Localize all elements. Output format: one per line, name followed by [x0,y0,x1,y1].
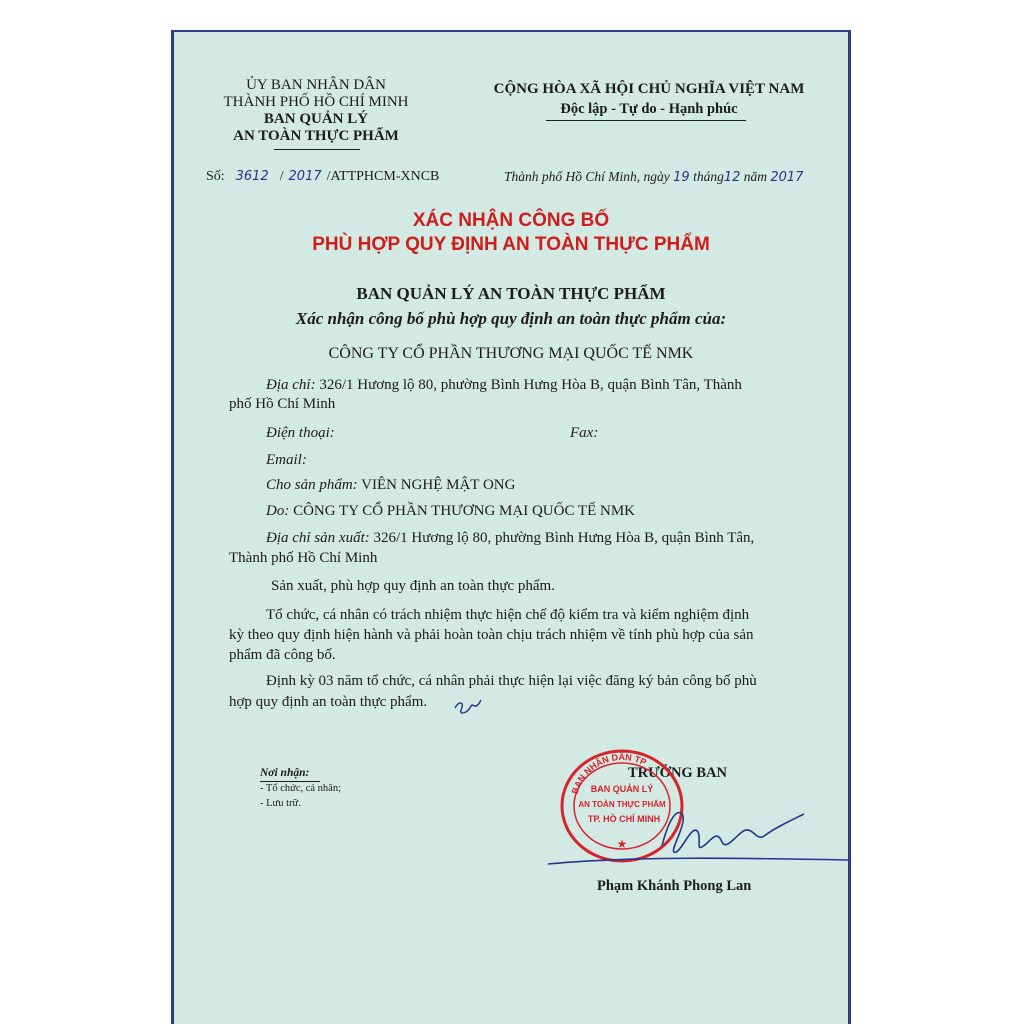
seal-outer-text: BAN NHÂN DÂN TP [569,751,648,796]
handwritten-signature-icon [542,792,852,872]
authority-name: BAN QUẢN LÝ AN TOÀN THỰC PHẨM [356,284,666,303]
address-value: 326/1 Hương lộ 80, phường Bình Hưng Hòa B, quận Bình Tân, Thành [315,377,742,393]
email-label: Email: [266,452,307,468]
nation-motto: Độc lập - Tự do - Hạnh phúc [560,101,738,117]
recipients-underline [260,781,320,782]
production-address-line-2: Thành phố Hồ Chí Minh [229,550,378,566]
address-line-1 [266,377,742,394]
fax-label: Fax: [570,425,599,441]
paragraph-responsibility-line-2: kỳ theo quy định hiện hành và phải hoàn toàn chịu trách nhiệm về tính phù hợp của sản [229,627,754,643]
reference-number [206,169,439,185]
reference-serial: 3612 [235,169,269,184]
date-prefix: Thành phố Hồ Chí Minh, ngày [504,169,670,184]
signatory-title: TRƯỞNG BAN [628,765,727,781]
paragraph-responsibility-line-1: Tổ chức, cá nhân có trách nhiệm thực hiện chế độ kiểm tra và kiểm nghiệm định [266,607,750,623]
date-month: 12 [723,170,741,185]
product-value: VIÊN NGHỆ MẬT ONG [357,477,516,493]
date-year-label: năm [743,169,767,184]
issuer-line-4: AN TOÀN THỰC PHẨM [233,128,399,144]
production-address-value: 326/1 Hương lộ 80, phường Bình Hưng Hòa B, quận Bình Tân, [369,530,755,546]
paragraph-compliance: Sản xuất, phù hợp quy định an toàn thực phẩm. [271,578,555,594]
document-page [171,30,851,1024]
manufacturer-line [266,503,635,520]
motto-underline [546,120,746,121]
reference-year: 2017 [288,169,322,184]
product-line [266,477,515,494]
issuer-block [216,77,416,145]
document-title [174,209,848,257]
manufacturer-value: CÔNG TY CỔ PHẦN THƯƠNG MẠI QUỐC TẾ NMK [289,503,636,519]
paragraph-renewal-line-1: Định kỳ 03 năm tổ chức, cá nhân phải thực hiện lại việc đăng ký bản công bố phù [266,673,757,689]
reference-code: /ATTPHCM-XNCB [326,169,440,184]
issuer-line-1: ỦY BAN NHÂN DÂN [246,77,386,93]
company-name: CÔNG TY CỔ PHẦN THƯƠNG MẠI QUỐC TẾ NMK [328,345,694,362]
date-year: 2017 [770,170,804,185]
title-line-2: PHÙ HỢP QUY ĐỊNH AN TOÀN THỰC PHẨM [312,234,710,255]
date-day: 19 [673,170,690,185]
issuer-line-3: BAN QUẢN LÝ [263,111,369,127]
issuer-line-2: THÀNH PHỐ HỒ CHÍ MINH [223,94,409,110]
reference-label: Số: [206,169,225,184]
recipient-item-2: - Lưu trữ. [260,798,301,809]
issuer-underline [274,149,360,150]
handwritten-initial-mark [451,694,485,720]
signatory-name: Phạm Khánh Phong Lan [597,878,752,894]
recipients-label: Nơi nhận: [260,767,310,779]
issue-date [504,169,803,185]
production-address-line-1 [266,530,754,547]
production-address-label: Địa chỉ sản xuất: [266,530,370,546]
date-month-label: tháng [693,169,724,184]
paragraph-responsibility-line-3: phẩm đã công bố. [229,647,336,663]
nation-block [484,79,814,119]
nation-title: CỘNG HÒA XÃ HỘI CHỦ NGHĨA VIỆT NAM [493,81,805,97]
seal-line-2: AN TOÀN THỰC PHẨM [578,800,666,809]
phone-label: Điện thoại: [266,425,335,441]
address-line-2: phố Hồ Chí Minh [229,396,336,412]
title-line-1: XÁC NHẬN CÔNG BỐ [412,210,610,231]
seal-line-1: BAN QUẢN LÝ [590,784,654,794]
paragraph-renewal-line-2: hợp quy định an toàn thực phẩm. [229,694,428,710]
seal-star: ★ [616,837,628,851]
reference-slash: / [279,169,284,184]
authority-statement: Xác nhận công bố phù hợp quy định an toàn thực phẩm của: [295,309,727,328]
manufacturer-label: Do: [266,503,290,519]
recipient-item-1: - Tổ chức, cá nhân; [260,783,342,794]
address-label: Địa chỉ: [266,377,316,393]
seal-line-3: TP. HỒ CHÍ MINH [587,814,661,824]
product-label: Cho sản phẩm: [266,477,358,493]
